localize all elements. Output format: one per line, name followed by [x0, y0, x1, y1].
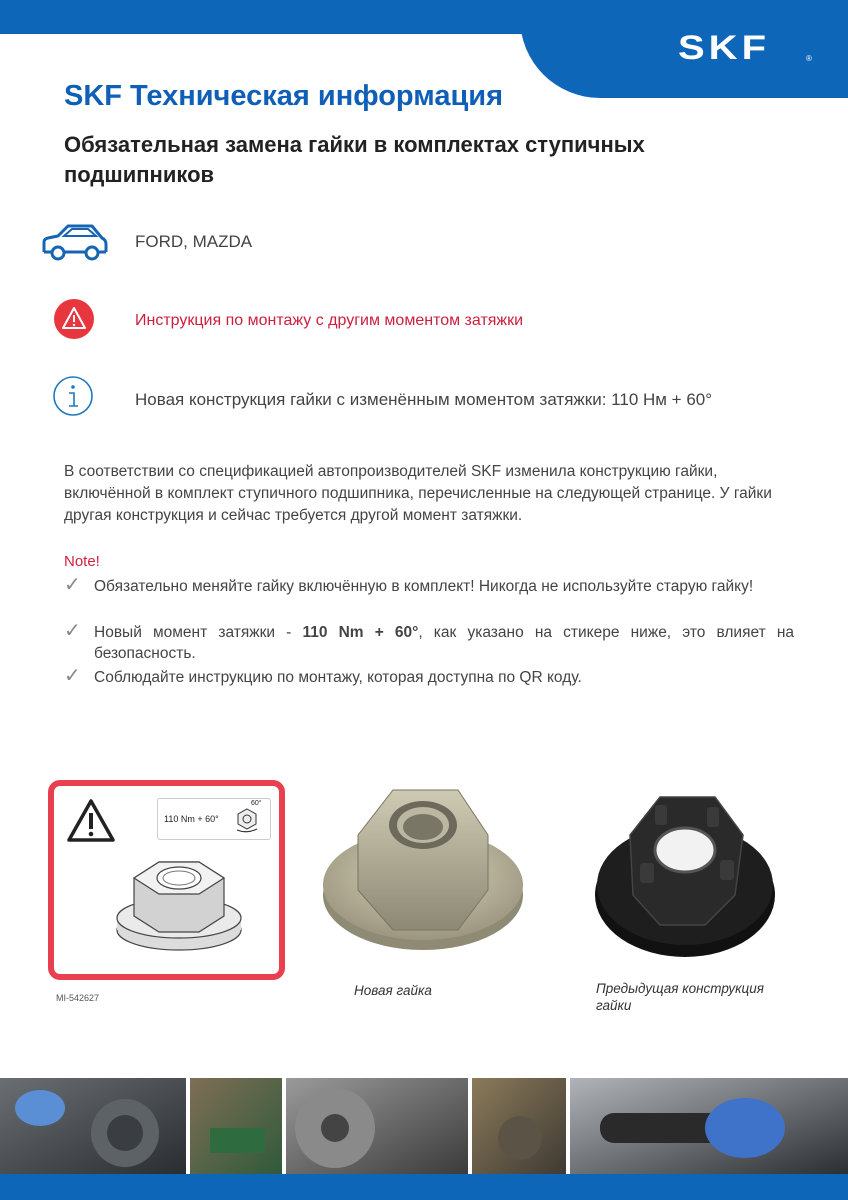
page-subtitle: Обязательная замена гайки в комплектах ступичных подшипников	[64, 132, 645, 187]
registered-mark: ®	[806, 54, 812, 63]
check-icon: ✓	[64, 574, 81, 596]
torque-value: 110 Nm + 60°	[302, 624, 419, 641]
skf-logo: SKF	[678, 29, 770, 67]
nut-drawing	[114, 848, 244, 958]
sticker-torque-label: 110 Nm + 60°	[164, 814, 219, 824]
check-icon: ✓	[64, 620, 81, 642]
warning-triangle-icon	[66, 798, 116, 844]
footer-bar	[0, 1174, 848, 1200]
note-item	[64, 667, 794, 688]
sticker-angle: 60°	[251, 800, 262, 807]
new-nut-caption: Новая гайка	[354, 983, 432, 998]
torque-sticker	[48, 780, 285, 980]
note-text: Новый момент затяжки - 110 Nm + 60°, как указано на стикере ниже, это влияет на безопасность.	[94, 624, 794, 662]
car-icon	[40, 222, 110, 264]
note-label: Note!	[64, 553, 100, 570]
warning-text: Инструкция по монтажу с другим моментом затяжки	[135, 312, 524, 329]
previous-nut-caption: Предыдущая конструкция гайки	[596, 981, 764, 1013]
page-title: SKF Техническая информация	[64, 80, 504, 112]
nut-rotation-icon	[232, 804, 262, 834]
warning-icon	[53, 298, 95, 340]
info-text: Новая конструкция гайки с изменённым моментом затяжки: 110 Нм + 60°	[135, 390, 713, 409]
new-nut-photo	[318, 780, 528, 960]
note-text: Соблюдайте инструкцию по монтажу, которая доступна по QR коду.	[94, 669, 582, 686]
vehicle-brands: FORD, MAZDA	[135, 232, 253, 251]
note-text: Обязательно меняйте гайку включённую в комплект! Никогда не используйте старую гайку!	[94, 578, 754, 595]
sticker-code: MI-542627	[56, 993, 100, 1003]
footer-photo-strip	[0, 1078, 848, 1174]
previous-nut-photo	[585, 785, 785, 965]
check-icon: ✓	[64, 665, 81, 687]
body-paragraph: В соответствии со спецификацией автопроизводителей SKF изменила конструкцию гайки, включённой в комплект ступичного подшипника, перечисленные на следующей странице. У гайки другая конструкция и сейчас требуется другой момент затяжки.	[64, 463, 772, 524]
note-item	[64, 576, 794, 597]
info-icon	[52, 375, 94, 417]
note-item	[64, 622, 794, 664]
